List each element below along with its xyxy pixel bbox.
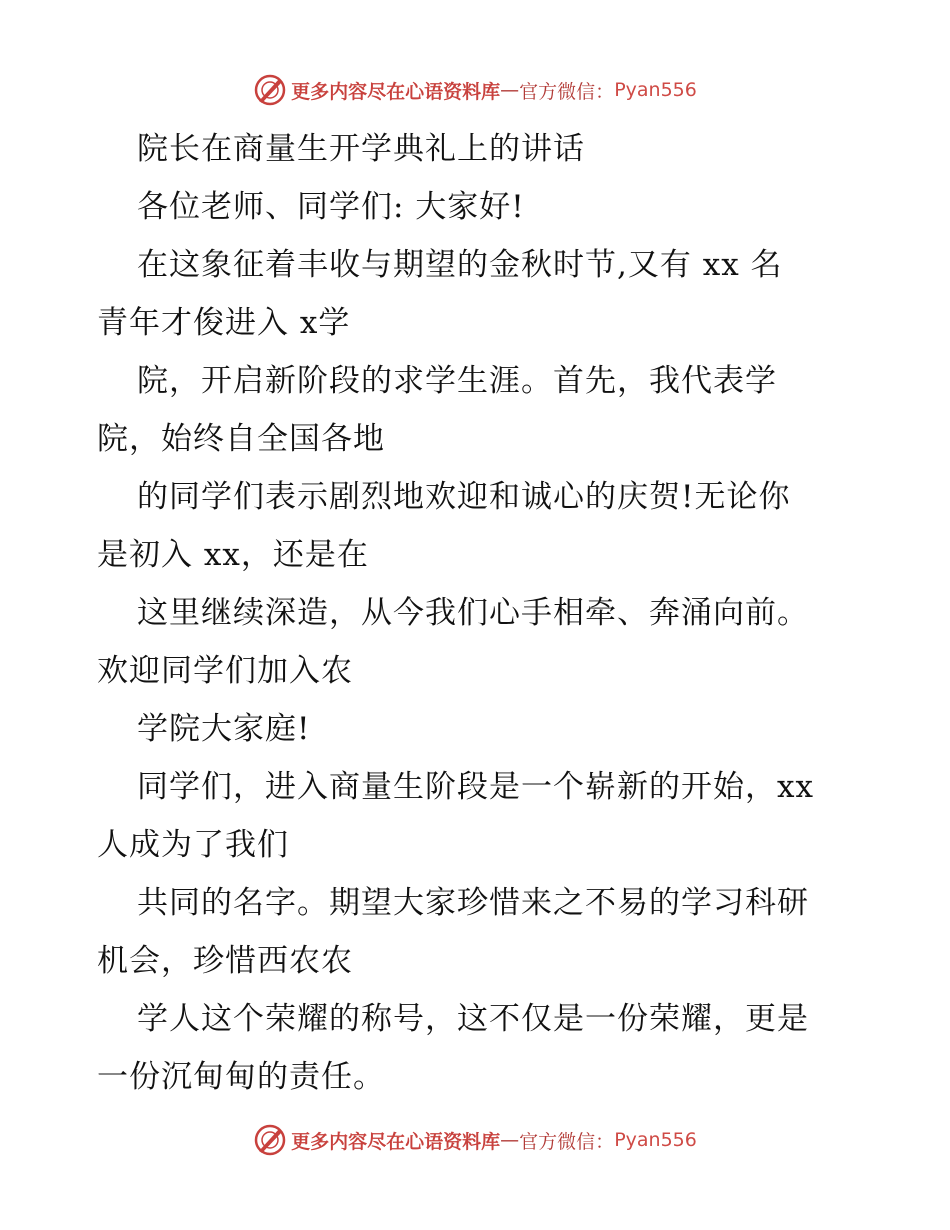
doc-line: 在这象征着丰收与期望的金秋时节,又有 xx 名 (137, 247, 783, 283)
doc-line: 院长在商量生开学典礼上的讲话 (137, 131, 585, 167)
watermark-label: 官方微信： (519, 80, 615, 103)
watermark-name: 更多内容尽在心语资料库 (291, 80, 501, 103)
watermark-wechat: Pyan556 (614, 79, 697, 101)
watermark-label: 官方微信： (519, 1130, 615, 1153)
document-body (97, 120, 857, 1106)
doc-line: 院，开启新阶段的求学生涯。首先，我代表学 (137, 363, 777, 399)
doc-line: 这里继续深造，从今我们心手相牵、奔涌向前。 (137, 595, 809, 631)
doc-line: 共同的名字。期望大家珍惜来之不易的学习科研 (137, 885, 809, 921)
doc-line: 青年才俊进入 x学 (97, 305, 351, 341)
doc-line: 各位老师、同学们: 大家好! (137, 189, 525, 225)
doc-line: 一份沉甸甸的责任。 (97, 1059, 385, 1095)
watermark-separator: — (500, 79, 520, 101)
doc-line: 院，始终自全国各地 (97, 421, 385, 457)
doc-line: 欢迎同学们加入农 (97, 653, 353, 689)
doc-line: 人成为了我们 (97, 827, 289, 863)
watermark-separator: — (500, 1129, 520, 1151)
footer-watermark (0, 1120, 950, 1160)
quill-seal-icon (253, 1123, 287, 1157)
doc-line: 同学们，进入商量生阶段是一个崭新的开始，xx (137, 769, 814, 805)
quill-seal-icon (253, 73, 287, 107)
header-watermark (0, 70, 950, 110)
watermark-name: 更多内容尽在心语资料库 (291, 1130, 501, 1153)
watermark-wechat: Pyan556 (614, 1129, 697, 1151)
doc-line: 学院大家庭! (137, 711, 311, 747)
doc-line: 是初入 xx，还是在 (97, 537, 369, 573)
doc-line: 学人这个荣耀的称号，这不仅是一份荣耀，更是 (137, 1001, 809, 1037)
doc-line: 机会，珍惜西农农 (97, 943, 353, 979)
doc-line: 的同学们表示剧烈地欢迎和诚心的庆贺!无论你 (137, 479, 791, 515)
